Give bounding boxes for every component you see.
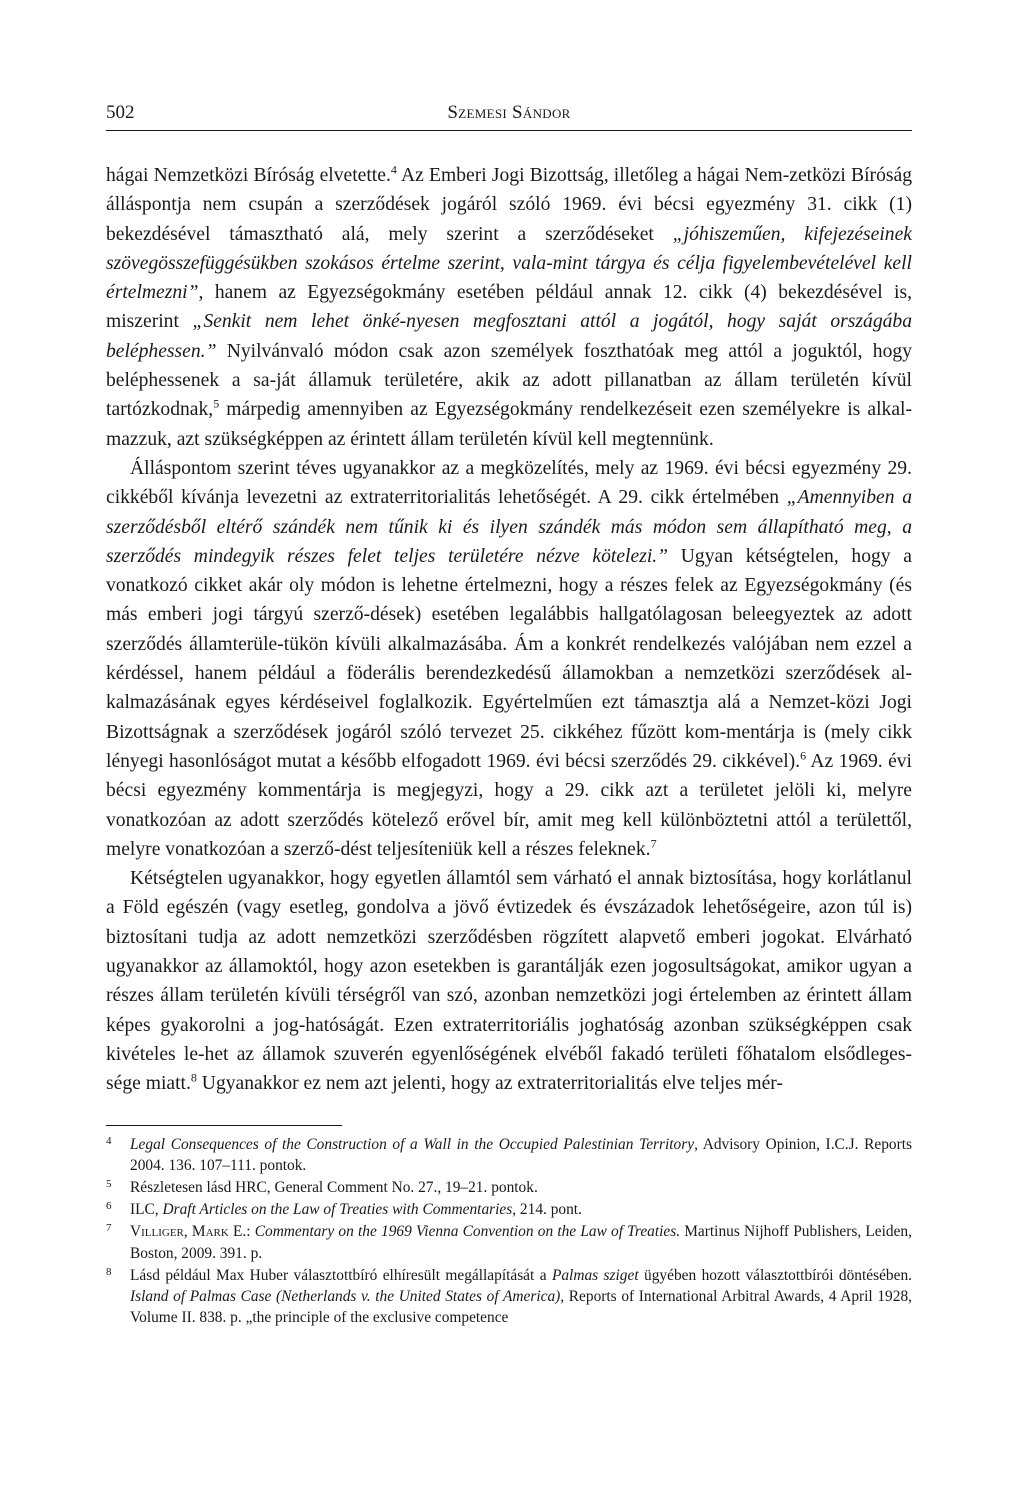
footnote: 5 Részletesen lásd HRC, General Comment No. 27., 19–21. pontok.: [106, 1177, 912, 1198]
footnote-ref[interactable]: 8: [190, 1070, 197, 1085]
footnotes: [106, 1134, 912, 1329]
footnote: 8 Lásd például Max Huber választottbíró elhíresült megállapítását a Palmas sziget ügyében hozott választottbírói döntésében. Island of Palmas Case (Netherlands v. the United States of America), Reports of International Arbitral Awards, 4 April 1928, Volume II. 838. p. „the principle of the exclusive competence: [106, 1265, 912, 1329]
header-rule: [106, 130, 912, 131]
paragraph: hágai Nemzetközi Bíróság elvetette.$^4$ Az Emberi Jogi Bizottság, illetőleg a hágai Nem-zetközi Bíróság álláspontja nem csupán a szerződések jogáról szóló 1969. évi bécsi egyezmény 31. cikk (1) bekezdésével támasztható alá, mely szerint a szerződéseket „jóhiszeműen, kifejezéseinek szövegösszefüggésükben szokásos értelme szerint, vala-mint tárgya és célja figyelembevételével kell értelmezni”, hanem az Egyezségokmány esetében például annak 12. cikk (4) bekezdésével is, miszerint „Senkit nem lehet önké-nyesen megfosztani attól a jogától, hogy saját országába beléphessen.” Nyilvánvaló módon csak azon személyek foszthatóak meg attól a joguktól, hogy beléphessenek a sa-ját államuk területére, akik az adott pillanatban az állam területén kívül tartózkodnak,$^5$ márpedig amennyiben az Egyezségokmány rendelkezéseit ezen személyekre is alkal-mazzuk, azt szükségképpen az érintett állam területén kívül kell megtennünk.: [106, 162, 913, 450]
footnote-ref[interactable]: 4: [390, 162, 397, 177]
footnote-number: 8: [106, 1265, 112, 1278]
footnote-number: 5: [106, 1177, 112, 1190]
footnote-number: 4: [106, 1134, 112, 1147]
footnote: 4 Legal Consequences of the Construction of a Wall in the Occupied Palestinian Territory, Advisory Opinion, I.C.J. Reports 2004. 136. 107–111. pontok.: [106, 1134, 912, 1176]
body-text: [106, 161, 912, 1099]
footnote-separator: [106, 1125, 342, 1126]
document-page: [106, 96, 912, 1329]
footnote: 6 ILC, Draft Articles on the Law of Treaties with Commentaries, 214. pont.: [106, 1199, 912, 1220]
footnote: 7 Villiger, Mark E.: Commentary on the 1969 Vienna Convention on the Law of Treaties. Martinus Nijhoff Publishers, Leiden, Boston, 2009. 391. p.: [106, 1221, 912, 1263]
footnote-number: 6: [106, 1200, 112, 1213]
footnote-number: 7: [106, 1222, 112, 1235]
quote-italic: „Senkit nem lehet önké-nyesen megfosztani attól a jogától, hogy saját országába beléphessen.”: [106, 311, 913, 362]
paragraph: Kétségtelen ugyanakkor, hogy egyetlen államtól sem várható el annak biztosítása, hogy korlátlanul a Föld egészén (vagy esetleg, gondolva a jövő évtizedek és évszázadok lehetőségeire, azon túl is) biztosítani tudja az adott nemzetközi szerződésben rögzített alapvető emberi jogokat. Elvárható ugyanakkor az államoktól, hogy azon esetekben is garantálják ezen jogosultságokat, amikor ugyan a részes állam területén kívüli térségről van szó, azonban nemzetközi jogi értelemben az érintett állam képes gyakorolni a jog-hatóságát. Ezen extraterritoriális joghatóság azonban szükségképpen csak kivételes le-het az államok szuverén egyenlőségének elvéből fakadó területi főhatalom elsődleges-sége miatt.$^8$ Ugyanakkor ez nem azt jelenti, hogy az extraterritorialitás elve teljes mér-: [106, 868, 912, 1095]
page-number: 502: [106, 102, 135, 123]
quote-italic: „jóhiszeműen, kifejezéseinek szövegösszefüggésükben szokásos értelme szerint, vala-mint tárgya és célja figyelembevételével kell értelmezni”: [106, 223, 913, 304]
running-head-author: Szemesi Sándor: [447, 102, 571, 123]
quote-italic: „Amennyiben a szerződésből eltérő szándék nem tűnik ki és ilyen szándék más módon sem állapítható meg, a szerződés mindegyik részes felet teljes területére nézve kötelezi.”: [106, 487, 912, 567]
footnote-ref[interactable]: 5: [213, 396, 220, 411]
paragraph: Álláspontom szerint téves ugyanakkor az a megközelítés, mely az 1969. évi bécsi egyezmény 29. cikkéből kívánja levezetni az extraterritorialitás lehetőségét. A 29. cikk értelmében „Amennyiben a szerződésből eltérő szándék nem tűnik ki és ilyen szándék más módon sem állapítható meg, a szerződés mindegyik részes felet teljes területére nézve kötelezi.” Ugyan kétségtelen, hogy a vonatkozó cikket akár oly módon is lehetne értelmezni, hogy a részes felek az Egyezségokmány (és más emberi jogi tárgyú szerző-dések) esetében legalábbis hallgatólagosan beleegyeztek az adott szerződés államterüle-tükön kívüli alkalmazásába. Ám a konkrét rendelkezés valójában nem ezzel a kérdéssel, hanem például a föderális berendezkedésű államokban a nemzetközi szerződések al-kalmazásának egyes kérdéseivel foglalkozik. Egyértelműen ezt támasztja alá a Nemzet-közi Jogi Bizottságnak a szerződések jogáról szóló tervezet 25. cikkéhez fűzött kom-mentárja is (mely cikk lényegi hasonlóságot mutat a később elfogadott 1969. évi bécsi szerződés 29. cikkével).$^6$ Az 1969. évi bécsi egyezmény kommentárja is megjegyzi, hogy a 29. cikk azt a területet jelöli ki, melyre vonatkozóan az adott szerződés kötelező erővel bír, amit meg kell különböztetni attól a területtől, melyre vonatkozóan a szerző-dést teljesíteniük kell a részes feleknek.$^7$: [106, 457, 913, 860]
footnote-ref[interactable]: 6: [800, 748, 807, 763]
footnote-ref[interactable]: 7: [650, 836, 657, 851]
page-header: [106, 96, 912, 130]
